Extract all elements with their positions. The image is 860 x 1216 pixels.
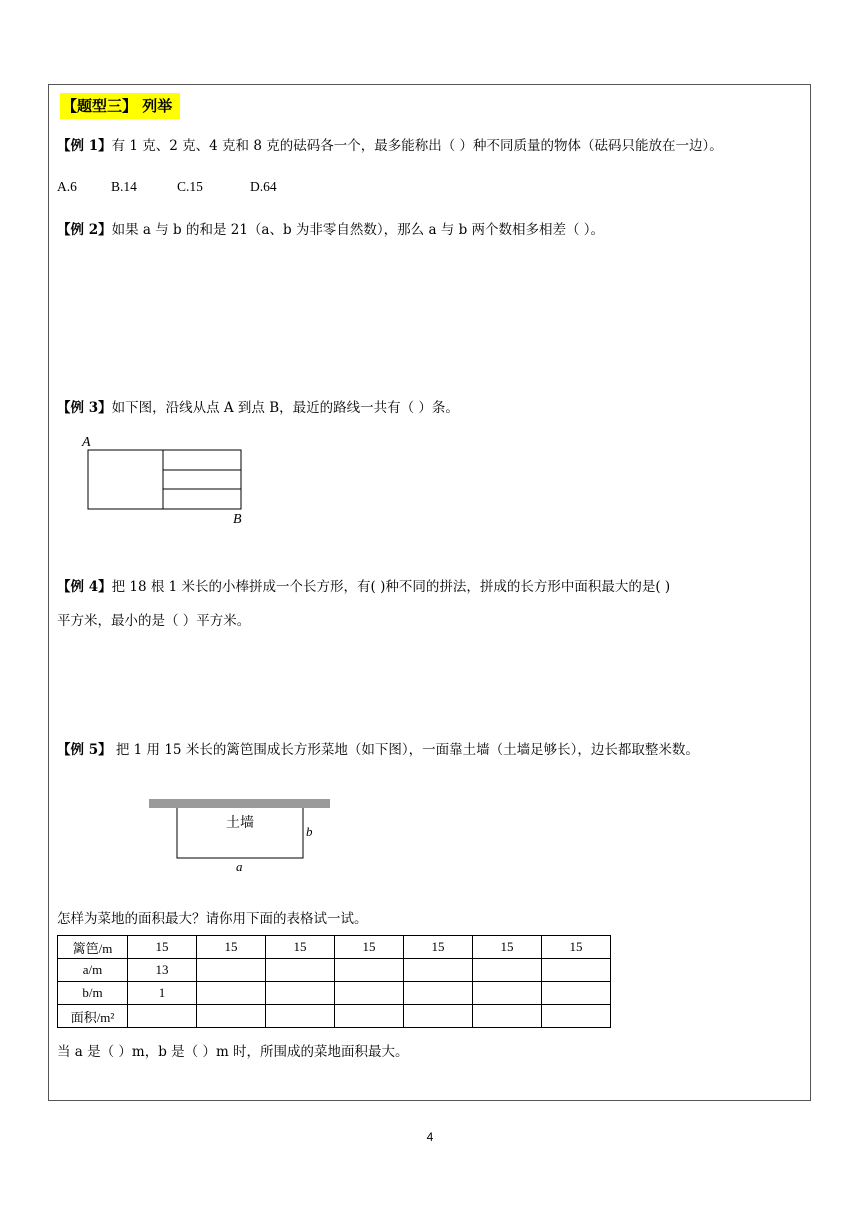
outer-rectangle [88,450,241,509]
section-title: 【题型三】 列举 [60,93,180,119]
table-cell: 15 [335,936,404,959]
table-cell: 1 [128,982,197,1005]
row-header-b: b/m [58,982,128,1005]
row-header-fence: 篱笆/m [58,936,128,959]
row-header-a: a/m [58,959,128,982]
table-cell [197,959,266,982]
side-b-label: b [306,824,313,839]
table-cell [197,1005,266,1028]
example-5-question: 怎样为菜地的面积最大？请你用下面的表格试一试。 [57,911,368,927]
table-row [58,936,611,959]
example-3-label: 【例 3】 [57,400,112,416]
example-2-text: 如果 a 与 b 的和是 21（a、b 为非零自然数），那么 a 与 b 两个数相多相差（ ）。 [111,222,605,238]
example-5-text: 把 1 用 15 米长的篱笆围成长方形菜地（如下图），一面靠土墙（土墙足够长），边长都取整米数。 [111,742,699,758]
example-1-label: 【例 1】 [57,138,112,154]
option-d: D.64 [250,179,277,194]
table-cell [542,1005,611,1028]
table-cell [335,1005,404,1028]
row-header-area: 面积/m² [58,1005,128,1028]
table-cell [473,1005,542,1028]
table-cell: 15 [197,936,266,959]
option-c: C.15 [177,179,203,194]
grid-route-diagram [78,430,258,530]
area-table [57,935,611,1028]
example-5-label: 【例 5】 [57,742,112,758]
table-cell: 15 [473,936,542,959]
table-cell: 15 [404,936,473,959]
example-1-text: 有 1 克、2 克、4 克和 8 克的砝码各一个，最多能称出（ ）种不同质量的物体（砝码只能放在一边）。 [111,138,723,154]
example-2-label: 【例 2】 [57,222,112,238]
table-row [58,982,611,1005]
garden-diagram [148,798,348,878]
option-b: B.14 [111,179,137,194]
table-cell [266,959,335,982]
example-4-label: 【例 4】 [57,579,112,595]
table-row [58,1005,611,1028]
table-cell [266,982,335,1005]
table-cell [542,959,611,982]
table-cell [473,959,542,982]
example-5 [57,741,699,759]
table-row [58,959,611,982]
option-a: A.6 [57,179,77,194]
page-number: 4 [426,1130,434,1144]
point-a-label: A [82,435,91,450]
table-cell: 15 [542,936,611,959]
table-cell [404,1005,473,1028]
table-cell [197,982,266,1005]
example-4-line-1 [57,578,670,596]
table-cell [266,1005,335,1028]
table-cell [128,1005,197,1028]
table-cell: 15 [128,936,197,959]
table-cell [404,959,473,982]
soil-wall [149,799,330,808]
example-4-text-1: 把 18 根 1 米长的小棒拼成一个长方形，有( )种不同的拼法，拼成的长方形中面积最大的是( ) [111,579,671,595]
table-cell: 13 [128,959,197,982]
table-cell [542,982,611,1005]
point-b-label: B [233,512,242,527]
example-3 [57,399,459,417]
table-cell [335,982,404,1005]
example-2 [57,221,604,239]
table-cell [473,982,542,1005]
example-4-text-2: 平方米，最小的是（ ）平方米。 [57,613,251,629]
table-cell [335,959,404,982]
wall-label: 土墙 [226,815,254,831]
side-a-label: a [236,859,243,874]
table-cell: 15 [266,936,335,959]
example-5-conclusion: 当 a 是（ ）m，b 是（ ）m 时，所围成的菜地面积最大。 [57,1044,409,1060]
example-3-text: 如下图，沿线从点 A 到点 B，最近的路线一共有（ ）条。 [111,400,459,416]
table-cell [404,982,473,1005]
example-1 [57,137,723,155]
